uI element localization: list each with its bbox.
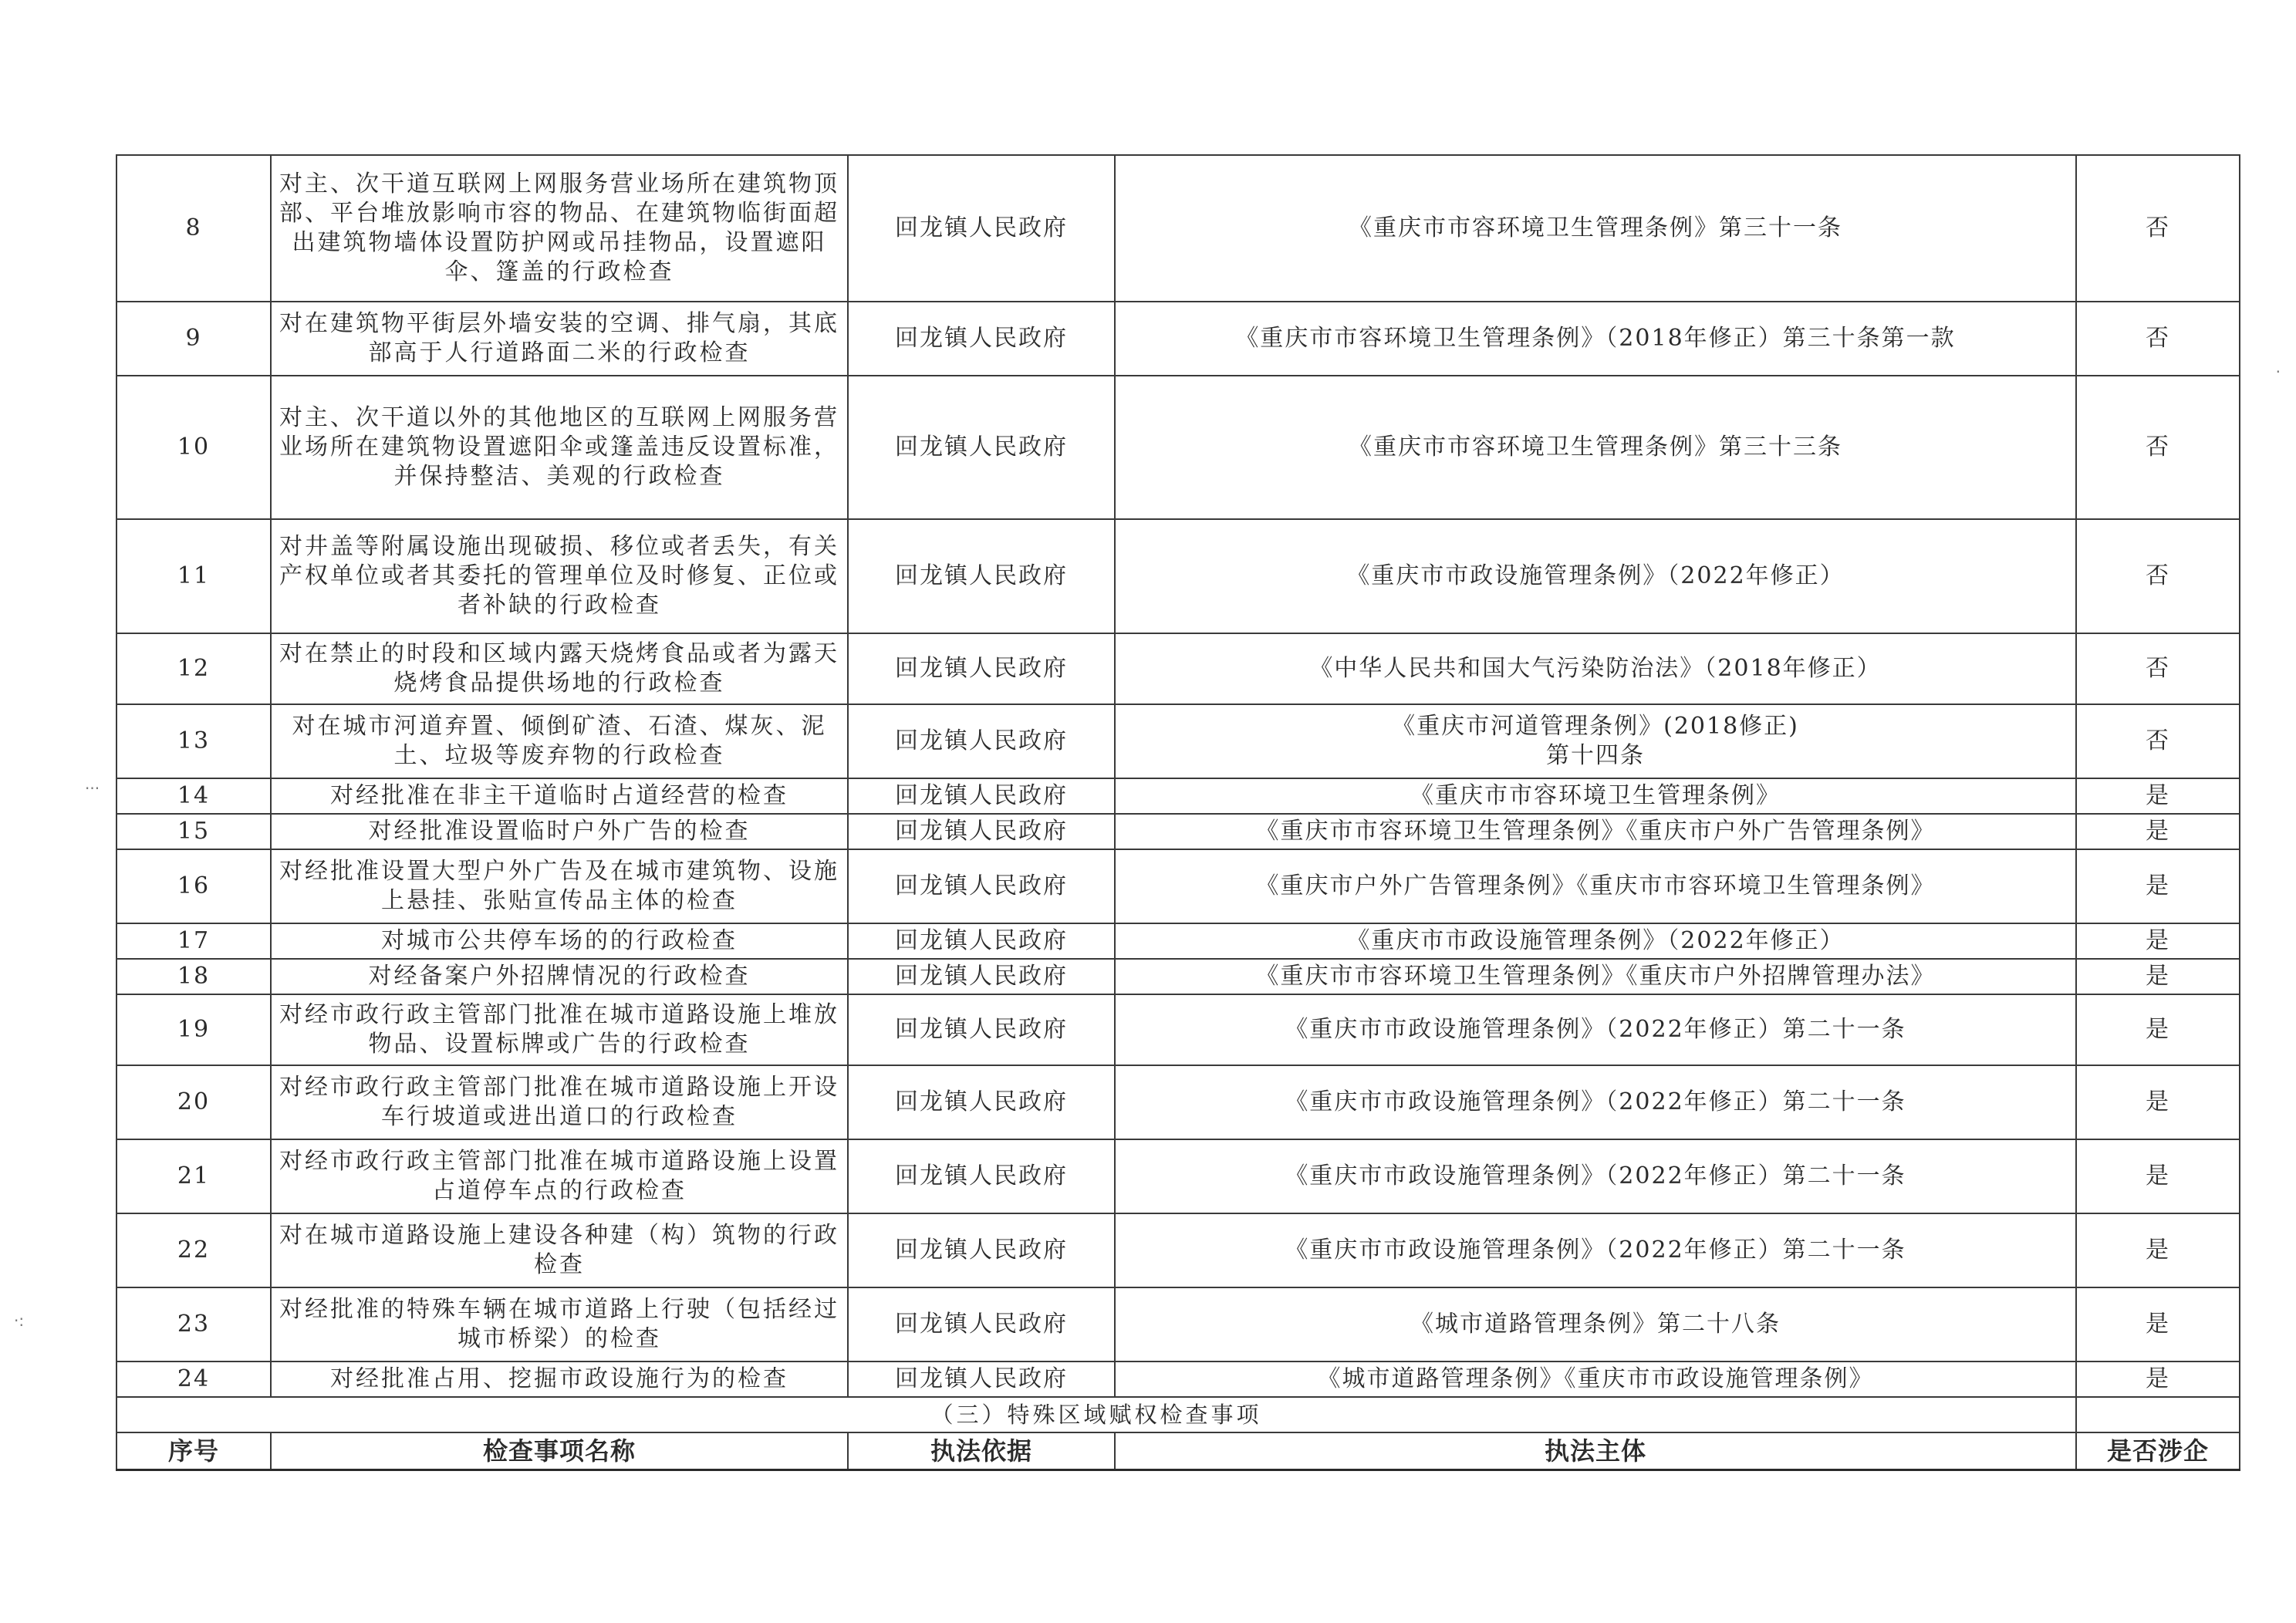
row-number: 12 bbox=[116, 633, 271, 704]
table-row bbox=[116, 994, 2240, 1065]
section-title: （三）特殊区域赋权检查事项 bbox=[116, 1397, 2076, 1432]
header-col3: 执法依据 bbox=[848, 1432, 1115, 1469]
header-no: 序号 bbox=[116, 1432, 271, 1469]
row-number: 18 bbox=[116, 959, 271, 994]
enterprise-flag: 否 bbox=[2076, 302, 2240, 376]
legal-basis: 《重庆市市容环境卫生管理条例》《重庆市户外广告管理条例》 bbox=[1115, 814, 2076, 849]
enforcement-subject: 回龙镇人民政府 bbox=[848, 1213, 1115, 1287]
enterprise-flag: 是 bbox=[2076, 778, 2240, 814]
enforcement-subject: 回龙镇人民政府 bbox=[848, 814, 1115, 849]
legal-basis-line: 第十四条 bbox=[1546, 742, 1645, 769]
inspection-items-table bbox=[116, 154, 2240, 1471]
table-row bbox=[116, 814, 2240, 849]
row-number: 22 bbox=[116, 1213, 271, 1287]
item-name: 对经批准的特殊车辆在城市道路上行驶（包括经过城市桥梁）的检查 bbox=[271, 1287, 848, 1361]
table-row bbox=[116, 633, 2240, 704]
row-number: 19 bbox=[116, 994, 271, 1065]
legal-basis: 《重庆市市政设施管理条例》（2022年修正）第二十一条 bbox=[1115, 1139, 2076, 1213]
enterprise-flag: 是 bbox=[2076, 1065, 2240, 1139]
legal-basis: 《重庆市市政设施管理条例》（2022年修正）第二十一条 bbox=[1115, 1065, 2076, 1139]
item-name: 对井盖等附属设施出现破损、移位或者丢失，有关产权单位或者其委托的管理单位及时修复、正位或者补缺的行政检查 bbox=[271, 519, 848, 633]
enforcement-subject: 回龙镇人民政府 bbox=[848, 376, 1115, 519]
item-name: 对在城市河道弃置、倾倒矿渣、石渣、煤灰、泥土、垃圾等废弃物的行政检查 bbox=[271, 704, 848, 778]
legal-basis: 《重庆市市容环境卫生管理条例》《重庆市户外招牌管理办法》 bbox=[1115, 959, 2076, 994]
enforcement-subject: 回龙镇人民政府 bbox=[848, 778, 1115, 814]
item-name: 对城市公共停车场的的行政检查 bbox=[271, 923, 848, 959]
item-name: 对经市政行政主管部门批准在城市道路设施上开设车行坡道或进出道口的行政检查 bbox=[271, 1065, 848, 1139]
enforcement-subject: 回龙镇人民政府 bbox=[848, 959, 1115, 994]
row-number: 11 bbox=[116, 519, 271, 633]
row-number: 24 bbox=[116, 1361, 271, 1397]
legal-basis: 《中华人民共和国大气污染防治法》（2018年修正） bbox=[1115, 633, 2076, 704]
enforcement-subject: 回龙镇人民政府 bbox=[848, 1287, 1115, 1361]
row-number: 16 bbox=[116, 849, 271, 923]
item-name: 对在禁止的时段和区域内露天烧烤食品或者为露天烧烤食品提供场地的行政检查 bbox=[271, 633, 848, 704]
table-row bbox=[116, 1213, 2240, 1287]
legal-basis: 《重庆市市容环境卫生管理条例》 bbox=[1115, 778, 2076, 814]
enforcement-subject: 回龙镇人民政府 bbox=[848, 519, 1115, 633]
legal-basis-line: 《重庆市河道管理条例》(2018修正) bbox=[1392, 713, 1799, 740]
row-number: 20 bbox=[116, 1065, 271, 1139]
row-number: 23 bbox=[116, 1287, 271, 1361]
table-header-row bbox=[116, 1432, 2240, 1469]
scan-mark: ··· bbox=[85, 779, 100, 798]
enforcement-subject: 回龙镇人民政府 bbox=[848, 155, 1115, 302]
document-page bbox=[116, 154, 2239, 1471]
item-name: 对主、次干道以外的其他地区的互联网上网服务营业场所在建筑物设置遮阳伞或篷盖违反设置标准，并保持整洁、美观的行政检查 bbox=[271, 376, 848, 519]
item-name: 对经批准设置临时户外广告的检查 bbox=[271, 814, 848, 849]
item-name: 对经市政行政主管部门批准在城市道路设施上设置占道停车点的行政检查 bbox=[271, 1139, 848, 1213]
table-row bbox=[116, 778, 2240, 814]
table-row bbox=[116, 155, 2240, 302]
row-number: 14 bbox=[116, 778, 271, 814]
item-name: 对经批准在非主干道临时占道经营的检查 bbox=[271, 778, 848, 814]
table-row bbox=[116, 923, 2240, 959]
row-number: 9 bbox=[116, 302, 271, 376]
enterprise-flag: 否 bbox=[2076, 633, 2240, 704]
row-number: 10 bbox=[116, 376, 271, 519]
enterprise-flag: 否 bbox=[2076, 704, 2240, 778]
enterprise-flag: 是 bbox=[2076, 814, 2240, 849]
table-row bbox=[116, 1287, 2240, 1361]
table-row bbox=[116, 302, 2240, 376]
legal-basis: 《重庆市市政设施管理条例》（2022年修正） bbox=[1115, 519, 2076, 633]
enterprise-flag: 否 bbox=[2076, 519, 2240, 633]
enforcement-subject: 回龙镇人民政府 bbox=[848, 302, 1115, 376]
table-row bbox=[116, 959, 2240, 994]
item-name: 对经批准占用、挖掘市政设施行为的检查 bbox=[271, 1361, 848, 1397]
legal-basis: 《重庆市市容环境卫生管理条例》（2018年修正）第三十条第一款 bbox=[1115, 302, 2076, 376]
item-name: 对经市政行政主管部门批准在城市道路设施上堆放物品、设置标牌或广告的行政检查 bbox=[271, 994, 848, 1065]
header-col4: 执法主体 bbox=[1115, 1432, 2076, 1469]
item-name: 对在城市道路设施上建设各种建（构）筑物的行政检查 bbox=[271, 1213, 848, 1287]
table-body bbox=[116, 155, 2240, 1397]
enforcement-subject: 回龙镇人民政府 bbox=[848, 923, 1115, 959]
scan-mark: ·: bbox=[14, 1311, 25, 1330]
scan-mark: · bbox=[2275, 363, 2281, 381]
table-row bbox=[116, 1065, 2240, 1139]
enforcement-subject: 回龙镇人民政府 bbox=[848, 633, 1115, 704]
item-name: 对经批准设置大型户外广告及在城市建筑物、设施上悬挂、张贴宣传品主体的检查 bbox=[271, 849, 848, 923]
enterprise-flag: 是 bbox=[2076, 1139, 2240, 1213]
row-number: 21 bbox=[116, 1139, 271, 1213]
enforcement-subject: 回龙镇人民政府 bbox=[848, 994, 1115, 1065]
legal-basis: 《重庆市市容环境卫生管理条例》第三十三条 bbox=[1115, 376, 2076, 519]
enterprise-flag: 是 bbox=[2076, 923, 2240, 959]
table-row bbox=[116, 1361, 2240, 1397]
section-empty-cell bbox=[2076, 1397, 2240, 1432]
enterprise-flag: 是 bbox=[2076, 1287, 2240, 1361]
legal-basis: 《城市道路管理条例》《重庆市市政设施管理条例》 bbox=[1115, 1361, 2076, 1397]
row-number: 17 bbox=[116, 923, 271, 959]
legal-basis: 《城市道路管理条例》第二十八条 bbox=[1115, 1287, 2076, 1361]
enforcement-subject: 回龙镇人民政府 bbox=[848, 1065, 1115, 1139]
enforcement-subject: 回龙镇人民政府 bbox=[848, 1361, 1115, 1397]
enforcement-subject: 回龙镇人民政府 bbox=[848, 849, 1115, 923]
legal-basis: 《重庆市户外广告管理条例》《重庆市市容环境卫生管理条例》 bbox=[1115, 849, 2076, 923]
enforcement-subject: 回龙镇人民政府 bbox=[848, 704, 1115, 778]
table-row bbox=[116, 376, 2240, 519]
row-number: 15 bbox=[116, 814, 271, 849]
item-name: 对主、次干道互联网上网服务营业场所在建筑物顶部、平台堆放影响市容的物品、在建筑物临街面超出建筑物墙体设置防护网或吊挂物品，设置遮阳伞、篷盖的行政检查 bbox=[271, 155, 848, 302]
enterprise-flag: 是 bbox=[2076, 1213, 2240, 1287]
row-number: 8 bbox=[116, 155, 271, 302]
legal-basis bbox=[1115, 704, 2076, 778]
legal-basis: 《重庆市市政设施管理条例》（2022年修正）第二十一条 bbox=[1115, 994, 2076, 1065]
enterprise-flag: 否 bbox=[2076, 376, 2240, 519]
row-number: 13 bbox=[116, 704, 271, 778]
legal-basis: 《重庆市市政设施管理条例》（2022年修正） bbox=[1115, 923, 2076, 959]
enterprise-flag: 是 bbox=[2076, 1361, 2240, 1397]
header-name: 检查事项名称 bbox=[271, 1432, 848, 1469]
table-row bbox=[116, 519, 2240, 633]
header-enterprise: 是否涉企 bbox=[2076, 1432, 2240, 1469]
table-row bbox=[116, 849, 2240, 923]
legal-basis: 《重庆市市政设施管理条例》（2022年修正）第二十一条 bbox=[1115, 1213, 2076, 1287]
enterprise-flag: 是 bbox=[2076, 959, 2240, 994]
table-row bbox=[116, 1139, 2240, 1213]
enterprise-flag: 是 bbox=[2076, 994, 2240, 1065]
enterprise-flag: 是 bbox=[2076, 849, 2240, 923]
enforcement-subject: 回龙镇人民政府 bbox=[848, 1139, 1115, 1213]
enterprise-flag: 否 bbox=[2076, 155, 2240, 302]
legal-basis: 《重庆市市容环境卫生管理条例》第三十一条 bbox=[1115, 155, 2076, 302]
item-name: 对在建筑物平街层外墙安装的空调、排气扇，其底部高于人行道路面二米的行政检查 bbox=[271, 302, 848, 376]
table-row bbox=[116, 704, 2240, 778]
item-name: 对经备案户外招牌情况的行政检查 bbox=[271, 959, 848, 994]
section-row bbox=[116, 1397, 2240, 1432]
